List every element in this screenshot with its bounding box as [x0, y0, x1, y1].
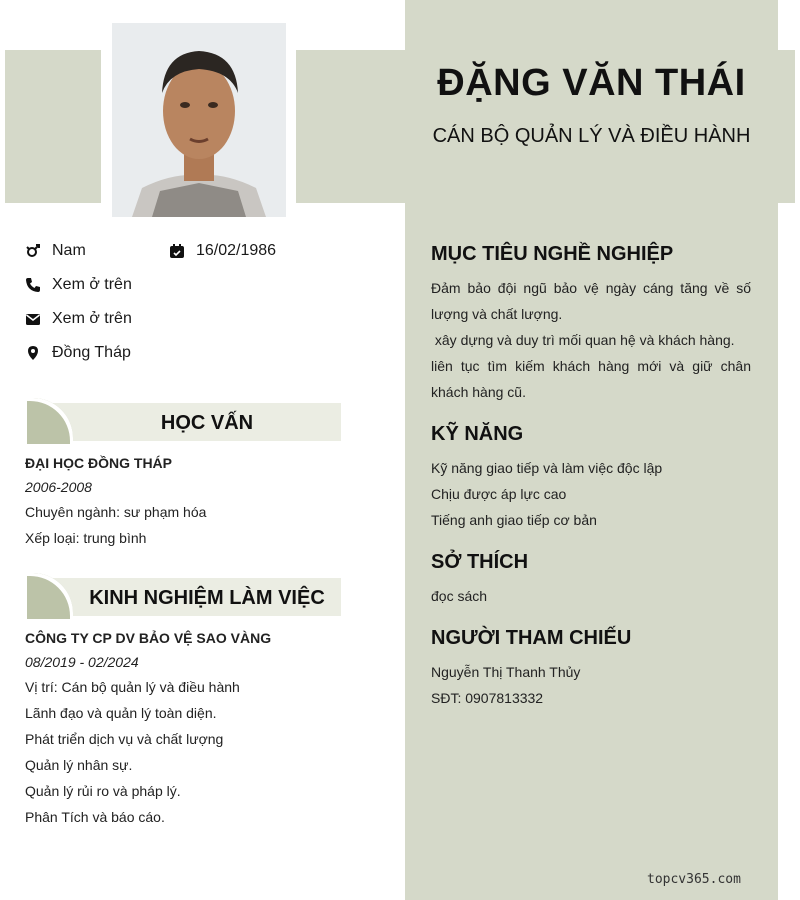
envelope-icon — [25, 311, 41, 327]
phone-icon — [25, 277, 41, 293]
references-heading: NGƯỜI THAM CHIẾU — [431, 627, 632, 649]
footer-watermark: topcv365.com — [647, 872, 741, 887]
birthdate-row — [169, 242, 276, 260]
skills-list — [431, 455, 751, 533]
experience-heading — [27, 573, 341, 616]
objective-text — [431, 275, 751, 405]
hobbies-list — [431, 583, 751, 609]
experience-block — [25, 626, 271, 830]
reference-item: Nguyễn Thị Thanh Thủy — [431, 664, 581, 680]
email-value: Xem ở trên — [52, 310, 132, 327]
skill-item: Tiếng anh giao tiếp cơ bản — [431, 512, 597, 528]
references-list — [431, 659, 751, 711]
skills-heading: KỸ NĂNG — [431, 423, 524, 445]
objective-paragraph: xây dựng và duy trì mối quan hệ và khách hàng. — [431, 332, 735, 348]
hobby-item: đọc sách — [431, 588, 488, 604]
birthdate-value: 16/02/1986 — [196, 242, 277, 259]
candidate-role: CÁN BỘ QUẢN LÝ VÀ ĐIỀU HÀNH — [432, 125, 751, 147]
skill-item: Chịu được áp lực cao — [431, 486, 567, 502]
experience-line: Lãnh đạo và quản lý toàn diện. — [25, 705, 217, 721]
gender-row — [25, 242, 86, 260]
candidate-name: ĐẶNG VĂN THÁI — [437, 62, 746, 104]
address-value: Đồng Tháp — [52, 344, 131, 361]
objective-heading: MỤC TIÊU NGHỀ NGHIỆP — [431, 243, 674, 265]
address-row — [25, 344, 131, 362]
email-row — [25, 310, 132, 328]
experience-line: Quản lý nhân sự. — [25, 757, 133, 773]
experience-line: Phân Tích và báo cáo. — [25, 809, 165, 825]
calendar-icon — [169, 243, 185, 259]
education-heading-title: HỌC VẤN — [160, 412, 254, 434]
phone-value: Xem ở trên — [52, 276, 132, 293]
experience-line: Vị trí: Cán bộ quản lý và điều hành — [25, 679, 240, 695]
education-block — [25, 451, 206, 551]
gender-icon — [25, 243, 41, 259]
header-band-left — [5, 50, 101, 203]
hobbies-heading: SỞ THÍCH — [431, 551, 529, 573]
experience-heading-title: KINH NGHIỆM LÀM VIỆC — [89, 587, 325, 609]
company-name: CÔNG TY CP DV BẢO VỆ SAO VÀNG — [25, 630, 272, 646]
location-pin-icon — [25, 345, 41, 361]
objective-paragraph: Đảm bảo đội ngũ bảo vệ ngày cáng tăng về số lượng và chất lượng. — [431, 280, 751, 322]
education-period: 2006-2008 — [25, 479, 92, 495]
reference-item: SĐT: 0907813332 — [431, 690, 544, 706]
education-line: Xếp loại: trung bình — [25, 530, 147, 546]
education-line: Chuyên ngành: sư phạm hóa — [25, 504, 207, 520]
objective-paragraph: liên tục tìm kiếm khách hàng mới và giữ chân khách hàng cũ. — [431, 358, 751, 400]
skill-item: Kỹ năng giao tiếp và làm việc độc lập — [431, 460, 663, 476]
experience-period: 08/2019 - 02/2024 — [25, 654, 139, 670]
experience-line: Quản lý rủi ro và pháp lý. — [25, 783, 181, 799]
profile-photo — [112, 23, 286, 217]
school-name: ĐẠI HỌC ĐỒNG THÁP — [25, 455, 172, 471]
education-heading — [27, 398, 341, 441]
gender-value: Nam — [52, 242, 86, 259]
experience-line: Phát triển dịch vụ và chất lượng — [25, 731, 224, 747]
phone-row — [25, 276, 132, 294]
